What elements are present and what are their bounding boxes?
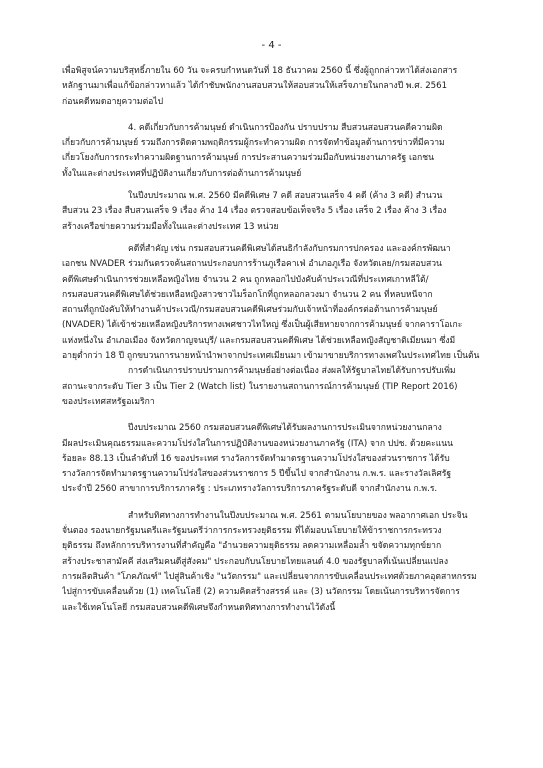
text-line: สถานะจากระดับ Tier 3 เป็น Tier 2 (Watch list) ในรายงานสถานการณ์การค้ามนุษย์ (TIP Report 2016) [62, 381, 458, 392]
text-line: กรมสอบสวนคดีพิเศษได้ช่วยเหลือหญิงสาวชาวไมร็อกโกที่ถูกหลอกลวงมา จำนวน 2 คน ที่หลบหนีจาก [62, 289, 433, 300]
paragraph-tier-status [62, 364, 510, 410]
paragraph-fiscal-2560-cases [62, 189, 510, 235]
text-line: สืบสวน 23 เรื่อง สืบสวนเสร็จ 9 เรื่อง ค้าง 14 เรื่อง ตรวจสอบข้อเท็จจริง 5 เรื่อง เสร็จ 2 เรื่อง ค้าง 3 เรื่อง [62, 206, 447, 217]
text-line: การดำเนินการปราบปรามการค้ามนุษย์อย่างต่อเนื่อง ส่งผลให้รัฐบาลไทยได้รับการปรับเพิ่ม [128, 366, 456, 377]
text-line: ร้อยละ 88.13 เป็นลำดับที่ 16 ของประเทศ รางวัลการจัดทำมาตรฐานความโปร่งใสของส่วนราชการ ได้รับ [62, 453, 450, 464]
text-line: ของประเทศสหรัฐอเมริกา [62, 396, 155, 407]
paragraph-direction-2561 [62, 509, 510, 616]
text-line: รางวัลการจัดทำมาตรฐานความโปร่งใสของส่วนราชการ 5 ปีขึ้นไป จากสำนักงาน ก.พ.ร. และรางวัลเลิศรัฐ [62, 469, 452, 480]
text-line: 4. คดีเกี่ยวกับการค้ามนุษย์ ดำเนินการป้องกัน ปราบปราม สืบสวนสอบสวนคดีความผิด [128, 122, 443, 133]
paragraph-human-trafficking-section [62, 121, 510, 182]
document-body [62, 64, 510, 616]
text-line: สำหรับทิศทางการทำงานในปีงบประมาณ พ.ศ. 2561 ตามนโยบายของ พลอากาศเอก ประจิน [128, 510, 468, 521]
text-line: เพื่อพิสูจน์ความบริสุทธิ์ภายใน 60 วัน จะครบกำหนดวันที่ 18 ธันวาคม 2560 นี้ ซึ่งผู้ถูกกล่าวหาได้ส่งเอกสาร [62, 66, 458, 76]
page-number: - 4 - [261, 40, 282, 51]
text-line: และใช้เทคโนโลยี กรมสอบสวนคดีพิเศษจึงกำหนดทิศทางการทำงานไว้ดังนี้ [62, 602, 336, 613]
text-line: ยุติธรรม ถึงหลักการบริหารงานที่สำคัญคือ "อำนวยความยุติธรรม ลดความเหลื่อมล้ำ ขจัดความทุกข์ยาก [62, 541, 442, 552]
text-line: เกี่ยวกับการค้ามนุษย์ รวมถึงการติดตามพฤติกรรมผู้กระทำความผิด การจัดทำข้อมูลด้านการข่าวที่มีความ [62, 138, 445, 149]
paragraph-evidence-deadline [62, 64, 510, 110]
text-line: ก่อนคดีหมดอายุความต่อไป [62, 96, 164, 107]
text-line: (NVADER) ได้เข้าช่วยเหลือหญิงบริการทางเพศชาวไทใหญ่ ซึ่งเป็นผู้เสียหายจากการค้ามนุษย์ จากคาราโอเกะ [62, 320, 463, 331]
text-line: ประจำปี 2560 สาขาการบริการภาครัฐ : ประเภทรางวัลการบริการภาครัฐระดับดี จากสำนักงาน ก.พ.ร. [62, 484, 438, 495]
text-line: ปีงบประมาณ 2560 กรมสอบสวนคดีพิเศษได้รับผลงานการประเมินจากหน่วยงานกลาง [128, 423, 442, 434]
text-line: แห่งหนึ่งใน อำเภอเมือง จังหวัดกาญจนบุรี/ และกรมสอบสวนคดีพิเศษ ได้ช่วยเหลือหญิงสัญชาติเมียนมา ซึ่งมี [62, 335, 456, 346]
text-line: สร้างเครือข่ายความร่วมมือทั้งในและต่างประเทศ 13 หน่วย [62, 221, 279, 232]
text-line: จั่นตอง รองนายกรัฐมนตรีและรัฐมนตรีว่าการกระทรวงยุติธรรม ที่ได้มอบนโยบายให้ข้าราชการกระทรวง [62, 526, 442, 537]
text-line: การผลิตสินค้า "โภคภัณฑ์" ไปสู่สินค้าเชิง "นวัตกรรม" และเปลี่ยนจากการขับเคลื่อนประเทศด้วยภาคอุตสาหกรรม [62, 571, 477, 582]
text-line: ไปสู่การขับเคลื่อนด้วย (1) เทคโนโลยี (2) ความคิดสร้างสรรค์ และ (3) นวัตกรรม โดยเน้นการบริหารจัดการ [62, 587, 460, 598]
text-line: ในปีงบประมาณ พ.ศ. 2560 มีคดีพิเศษ 7 คดี สอบสวนเสร็จ 4 คดี (ค้าง 3 คดี) สำนวน [128, 191, 443, 202]
text-line: คดีที่สำคัญ เช่น กรมสอบสวนคดีพิเศษได้สนธิกำลังกับกรมการปกครอง และองค์กรพัฒนา [128, 243, 451, 254]
text-line: เอกชน NVADER ร่วมกันตรวจค้นสถานประกอบการร้านภูเรือคาเฟ่ อำเภอภูเรือ จังหวัดเลย/กรมสอบสวน [62, 259, 442, 270]
text-line: สถานที่ถูกบังคับให้ทำงานค้าประเวณี/กรมสอบสวนคดีพิเศษร่วมกับเจ้าหน้าที่องค์กรต่อต้านการค้ามนุษย์ [62, 305, 438, 316]
text-line: มีผลประเมินคุณธรรมและความโปร่งใสในการปฏิบัติงานของหน่วยงานภาครัฐ (ITA) จาก ปปช. ด้วยคะแนน [62, 438, 454, 449]
text-line: ทั้งในและต่างประเทศที่ปฏิบัติงานเกี่ยวกับการต่อต้านการค้ามนุษย์ [62, 168, 302, 179]
text-line: หลักฐานมาเพื่อแก้ข้อกล่าวหาแล้ว ได้กำชับพนักงานสอบสวนให้สอบสวนให้เสร็จภายในกลางปี พ.ศ. 2561 [62, 81, 448, 92]
text-line: สร้างประชาสามัคคี ส่งเสริมคนดีสู่สังคม" ประกอบกับนโยบายไทยแลนด์ 4.0 ของรัฐบาลที่เน้นเปลี่ยนแปลง [62, 556, 449, 567]
paragraph-important-cases [62, 242, 510, 364]
paragraph-ita-assessment [62, 421, 510, 497]
text-line: คดีพิเศษดำเนินการช่วยเหลือหญิงไทย จำนวน 2 คน ถูกหลอกไปบังคับค้าประเวณีที่ประเทศเกาหลีใต้/ [62, 274, 429, 285]
text-line: อายุต่ำกว่า 18 ปี ถูกขบวนการนายหน้านำพาจากประเทศเมียนมา เข้ามาขายบริการทางเพศในประเทศไทย เป็นต้น [62, 351, 480, 362]
text-line: เกี่ยวโยงกับการกระทำความผิดฐานการค้ามนุษย์ การประสานความร่วมมือกับหน่วยงานภาครัฐ เอกชน [62, 153, 434, 164]
